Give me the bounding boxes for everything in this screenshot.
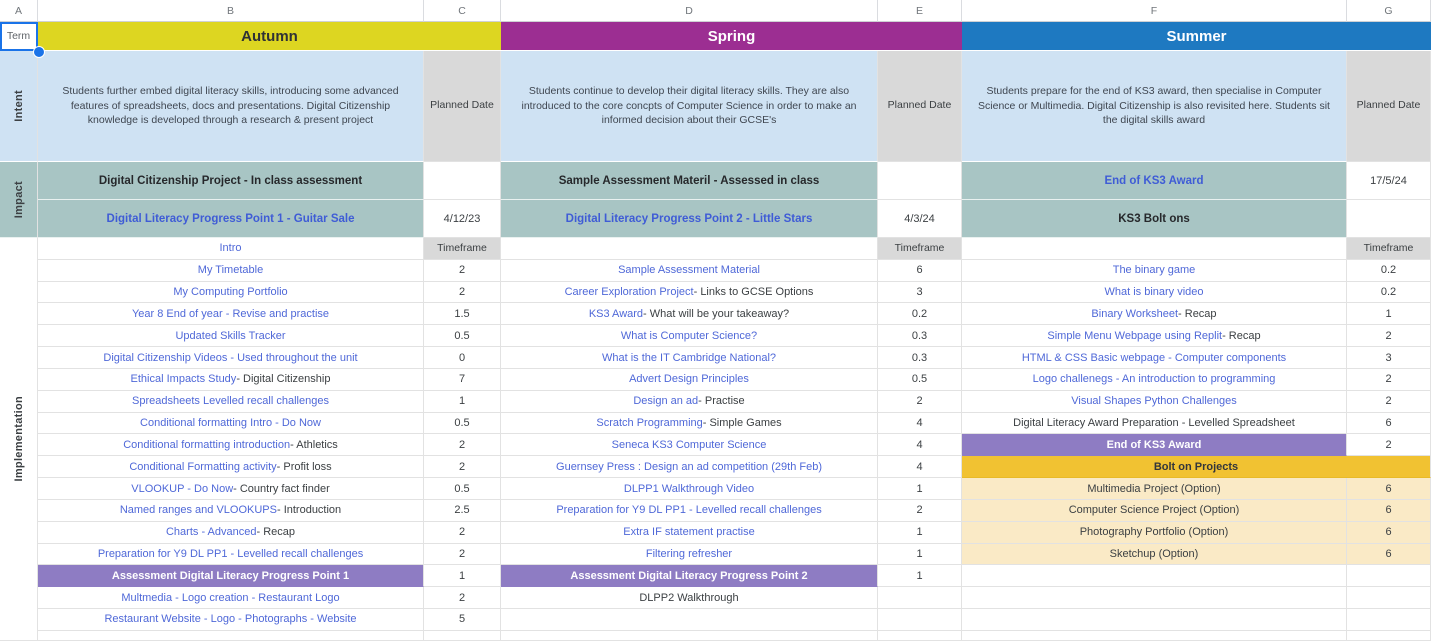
lesson-text-suffix: - Introduction <box>276 504 342 517</box>
lesson-link[interactable]: Conditional formatting Intro - Do Now <box>140 417 321 430</box>
lesson-cell-summer-2[interactable] <box>962 303 1347 325</box>
intro-cell-autumn[interactable] <box>38 238 424 260</box>
lesson-value-autumn-5[interactable]: 7 <box>424 369 501 391</box>
lesson-cell-summer-7[interactable] <box>962 413 1347 435</box>
lesson-value-spring-1[interactable]: 3 <box>878 282 962 304</box>
lesson-link[interactable]: Spreadsheets Levelled recall challenges <box>132 395 329 408</box>
lesson-text: Photography Portfolio (Option) <box>1079 526 1229 539</box>
lesson-cell-autumn-11[interactable] <box>38 500 424 522</box>
lesson-value-autumn-15[interactable]: 2 <box>424 587 501 609</box>
lesson-value-autumn-1[interactable]: 2 <box>424 282 501 304</box>
lesson-cell-summer-14[interactable] <box>962 565 1347 587</box>
lesson-value-spring-9[interactable]: 4 <box>878 456 962 478</box>
lesson-value-summer-16[interactable] <box>1347 609 1431 631</box>
lesson-link[interactable]: Restaurant Website - Logo - Photographs - Website <box>104 613 357 626</box>
impact-cell-spring-0[interactable]: Sample Assessment Materil - Assessed in class <box>501 162 878 200</box>
lesson-cell-autumn-2[interactable] <box>38 303 424 325</box>
lesson-value-autumn-9[interactable]: 2 <box>424 456 501 478</box>
lesson-cell-spring-8[interactable] <box>501 434 878 456</box>
intent-cell-autumn[interactable]: Students further embed digital literacy skills, introducing some advanced features of spreadsheets, docs and presentations. Digital Citizenship knowledge is developed through a research & present project <box>38 51 424 162</box>
lesson-value-spring-15[interactable] <box>878 587 962 609</box>
planned-date-header-autumn[interactable]: Planned Date <box>424 51 501 162</box>
lesson-link[interactable]: What is the IT Cambridge National? <box>601 351 777 364</box>
lesson-cell-summer-10[interactable] <box>962 478 1347 500</box>
lesson-value-autumn-2[interactable]: 1.5 <box>424 303 501 325</box>
lesson-value-summer-6[interactable]: 2 <box>1347 391 1431 413</box>
intent-cell-spring[interactable]: Students continue to develop their digital literacy skills. They are also introduced to the core concpts of Computer Science in order to make an informed decision about their GCSE's <box>501 51 878 162</box>
lesson-value-summer-15[interactable] <box>1347 587 1431 609</box>
planned-date-header-summer[interactable]: Planned Date <box>1347 51 1431 162</box>
impact-date-spring-1[interactable]: 4/3/24 <box>878 200 962 238</box>
lesson-link[interactable]: Guernsey Press : Design an ad competition (29th Feb) <box>556 460 822 473</box>
lesson-value-summer-4[interactable]: 3 <box>1347 347 1431 369</box>
term-banner-summer[interactable]: Summer <box>962 22 1431 51</box>
lesson-cell-spring-13[interactable] <box>501 544 878 566</box>
lesson-cell-spring-0[interactable] <box>501 260 878 282</box>
lesson-link[interactable]: Seneca KS3 Computer Science <box>611 438 767 451</box>
column-header-C[interactable]: C <box>424 0 501 22</box>
impact-date-autumn-1[interactable]: 4/12/23 <box>424 200 501 238</box>
column-header-B[interactable]: B <box>38 0 424 22</box>
lesson-value-spring-2[interactable]: 0.2 <box>878 303 962 325</box>
lesson-cell-autumn-14[interactable] <box>38 565 424 587</box>
lesson-link[interactable]: Simple Menu Webpage using Replit <box>1047 329 1223 342</box>
lesson-cell-summer-1[interactable] <box>962 282 1347 304</box>
lesson-value-autumn-12[interactable]: 2 <box>424 522 501 544</box>
lesson-link[interactable]: VLOOKUP - Do Now <box>131 482 234 495</box>
lesson-cell-spring-10[interactable] <box>501 478 878 500</box>
lesson-cell-autumn-5[interactable] <box>38 369 424 391</box>
lesson-value-summer-14[interactable] <box>1347 565 1431 587</box>
lesson-value-summer-10[interactable]: 6 <box>1347 478 1431 500</box>
lesson-cell-spring-1[interactable] <box>501 282 878 304</box>
lesson-text-suffix: - Profit loss <box>276 460 332 473</box>
lesson-cell-spring-14[interactable] <box>501 565 878 587</box>
empty-cell-autumn-b[interactable] <box>38 631 424 641</box>
lesson-value-spring-6[interactable]: 2 <box>878 391 962 413</box>
lesson-cell-summer-6[interactable] <box>962 391 1347 413</box>
empty-cell-spring-v[interactable] <box>878 631 962 641</box>
lesson-cell-spring-11[interactable] <box>501 500 878 522</box>
lesson-cell-summer-12[interactable] <box>962 522 1347 544</box>
column-header-A[interactable]: A <box>0 0 38 22</box>
selection-fill-handle[interactable] <box>33 46 45 58</box>
lesson-value-autumn-3[interactable]: 0.5 <box>424 325 501 347</box>
lesson-cell-summer-15[interactable] <box>962 587 1347 609</box>
lesson-link[interactable]: Visual Shapes Python Challenges <box>1071 395 1237 408</box>
impact-date-autumn-0[interactable] <box>424 162 501 200</box>
timeframe-header-summer[interactable]: Timeframe <box>1347 238 1431 260</box>
lesson-value-summer-1[interactable]: 0.2 <box>1347 282 1431 304</box>
lesson-text-suffix: - Digital Citizenship <box>236 373 331 386</box>
planned-date-header-spring[interactable]: Planned Date <box>878 51 962 162</box>
impact-cell-spring-1[interactable]: Digital Literacy Progress Point 2 - Little Stars <box>501 200 878 238</box>
lesson-cell-summer-13[interactable] <box>962 544 1347 566</box>
lesson-link[interactable]: Filtering refresher <box>645 548 733 560</box>
lesson-cell-summer-11[interactable] <box>962 500 1347 522</box>
lesson-value-spring-4[interactable]: 0.3 <box>878 347 962 369</box>
lesson-cell-autumn-10[interactable] <box>38 478 424 500</box>
lesson-cell-summer-4[interactable] <box>962 347 1347 369</box>
impact-cell-autumn-0[interactable]: Digital Citizenship Project - In class assessment <box>38 162 424 200</box>
lesson-value-autumn-6[interactable]: 1 <box>424 391 501 413</box>
lesson-link[interactable]: Scratch Programming <box>596 417 703 430</box>
lesson-link[interactable]: HTML & CSS Basic webpage - Computer components <box>1021 351 1287 364</box>
lesson-cell-autumn-6[interactable] <box>38 391 424 413</box>
lesson-text: Assessment Digital Literacy Progress Point 2 <box>570 569 808 582</box>
lesson-value-spring-3[interactable]: 0.3 <box>878 325 962 347</box>
term-banner-autumn[interactable]: Autumn <box>38 22 501 51</box>
column-header-F[interactable]: F <box>962 0 1347 22</box>
impact-date-summer-0[interactable]: 17/5/24 <box>1347 162 1431 200</box>
impact-cell-autumn-1[interactable]: Digital Literacy Progress Point 1 - Guitar Sale <box>38 200 424 238</box>
lesson-cell-spring-16[interactable] <box>501 609 878 631</box>
lesson-link[interactable]: My Timetable <box>197 264 264 277</box>
lesson-value-spring-11[interactable]: 2 <box>878 500 962 522</box>
bolt-header-summer[interactable]: Bolt on Projects <box>962 456 1431 478</box>
lesson-link[interactable]: Charts - Advanced <box>165 526 257 539</box>
lesson-text: Assessment Digital Literacy Progress Point 1 <box>111 569 350 582</box>
lesson-link[interactable]: My Computing Portfolio <box>173 286 288 299</box>
lesson-text: Digital Literacy Award Preparation - Levelled Spreadsheet <box>1013 417 1295 430</box>
intro-cell-spring[interactable] <box>501 238 878 260</box>
lesson-text-suffix: - What will be your takeaway? <box>643 307 790 320</box>
lesson-cell-autumn-15[interactable] <box>38 587 424 609</box>
lesson-value-spring-16[interactable] <box>878 609 962 631</box>
impact-date-spring-0[interactable] <box>878 162 962 200</box>
lesson-link[interactable]: Conditional Formatting activity <box>129 460 277 473</box>
lesson-link[interactable]: Binary Worksheet <box>1091 307 1179 320</box>
empty-cell-summer-b[interactable] <box>962 631 1347 641</box>
lesson-value-summer-11[interactable]: 6 <box>1347 500 1431 522</box>
lesson-value-autumn-8[interactable]: 2 <box>424 434 501 456</box>
lesson-cell-spring-15[interactable] <box>501 587 878 609</box>
empty-cell-spring-b[interactable] <box>501 631 878 641</box>
timeframe-header-spring[interactable]: Timeframe <box>878 238 962 260</box>
lesson-cell-autumn-7[interactable] <box>38 413 424 435</box>
lesson-value-spring-12[interactable]: 1 <box>878 522 962 544</box>
lesson-value-spring-13[interactable]: 1 <box>878 544 962 566</box>
lesson-value-summer-2[interactable]: 1 <box>1347 303 1431 325</box>
lesson-cell-autumn-12[interactable] <box>38 522 424 544</box>
lesson-cell-spring-6[interactable] <box>501 391 878 413</box>
lesson-cell-spring-3[interactable] <box>501 325 878 347</box>
lesson-text: Multimedia Project (Option) <box>1087 482 1221 495</box>
lesson-link[interactable]: Conditional formatting introduction <box>123 438 291 451</box>
lesson-link[interactable]: DLPP1 Walkthrough Video <box>623 482 755 495</box>
lesson-text-suffix: - Links to GCSE Options <box>693 286 814 299</box>
lesson-link[interactable]: Logo challenegs - An introduction to programming <box>1032 373 1276 386</box>
lesson-link[interactable]: Design an ad <box>633 395 699 408</box>
lesson-link[interactable]: Named ranges and VLOOKUPS <box>119 504 277 517</box>
lesson-link[interactable]: Preparation for Y9 DL PP1 - Levelled recall challenges <box>556 504 822 517</box>
lesson-text-suffix: - Country fact finder <box>233 482 330 495</box>
lesson-link[interactable]: Digital Citizenship Videos - Used throughout the unit <box>103 351 358 364</box>
row-label-impact-text: Impact <box>12 180 25 219</box>
lesson-link[interactable]: What is binary video <box>1104 286 1204 299</box>
intro-link: Intro <box>219 242 242 255</box>
lesson-value-summer-7[interactable]: 6 <box>1347 413 1431 435</box>
lesson-text-suffix: - Recap <box>1222 329 1261 342</box>
impact-cell-summer-0[interactable]: End of KS3 Award <box>962 162 1347 200</box>
lesson-text-suffix: - Practise <box>698 395 745 408</box>
lesson-value-summer-13[interactable]: 6 <box>1347 544 1431 566</box>
lesson-value-autumn-16[interactable]: 5 <box>424 609 501 631</box>
lesson-link[interactable]: Updated Skills Tracker <box>175 329 286 342</box>
impact-date-summer-1[interactable] <box>1347 200 1431 238</box>
lesson-text-suffix: - Simple Games <box>702 417 782 430</box>
row-label-implementation-text: Implementation <box>12 396 25 482</box>
row-label-impact[interactable] <box>0 162 38 238</box>
lesson-text: End of KS3 Award <box>1106 438 1202 451</box>
term-banner-spring[interactable]: Spring <box>501 22 962 51</box>
lesson-link[interactable]: Ethical Impacts Study <box>130 373 237 386</box>
lesson-value-summer-3[interactable]: 2 <box>1347 325 1431 347</box>
lesson-value-summer-5[interactable]: 2 <box>1347 369 1431 391</box>
lesson-link[interactable]: Sample Assessment Material <box>618 264 760 277</box>
lesson-value-spring-5[interactable]: 0.5 <box>878 369 962 391</box>
lesson-cell-spring-7[interactable] <box>501 413 878 435</box>
intro-cell-summer[interactable] <box>962 238 1347 260</box>
lesson-cell-autumn-3[interactable] <box>38 325 424 347</box>
column-header-G[interactable]: G <box>1347 0 1431 22</box>
impact-cell-summer-1[interactable]: KS3 Bolt ons <box>962 200 1347 238</box>
lesson-value-spring-10[interactable]: 1 <box>878 478 962 500</box>
lesson-link[interactable]: Career Exploration Project <box>564 286 694 299</box>
lesson-link[interactable]: KS3 Award <box>588 307 644 320</box>
column-header-D[interactable]: D <box>501 0 878 22</box>
row-label-term-cell[interactable]: Term <box>0 22 38 51</box>
row-label-intent-text: Intent <box>12 90 25 122</box>
timeframe-header-autumn[interactable]: Timeframe <box>424 238 501 260</box>
lesson-value-autumn-11[interactable]: 2.5 <box>424 500 501 522</box>
lesson-cell-spring-4[interactable] <box>501 347 878 369</box>
lesson-link[interactable]: What is Computer Science? <box>620 329 758 342</box>
lesson-value-spring-14[interactable]: 1 <box>878 565 962 587</box>
lesson-text: Computer Science Project (Option) <box>1068 504 1240 517</box>
lesson-text-suffix: - Recap <box>256 526 296 539</box>
lesson-cell-summer-5[interactable] <box>962 369 1347 391</box>
lesson-cell-autumn-16[interactable] <box>38 609 424 631</box>
lesson-cell-autumn-4[interactable] <box>38 347 424 369</box>
lesson-value-spring-7[interactable]: 4 <box>878 413 962 435</box>
lesson-cell-spring-2[interactable] <box>501 303 878 325</box>
empty-cell-autumn-v[interactable] <box>424 631 501 641</box>
lesson-cell-summer-8[interactable] <box>962 434 1347 456</box>
lesson-cell-autumn-8[interactable] <box>38 434 424 456</box>
lesson-link[interactable]: Advert Design Principles <box>629 373 749 386</box>
lesson-text-suffix: - Athletics <box>290 438 338 451</box>
lesson-value-autumn-10[interactable]: 0.5 <box>424 478 501 500</box>
lesson-text: Sketchup (Option) <box>1109 548 1199 560</box>
column-header-E[interactable]: E <box>878 0 962 22</box>
lesson-cell-spring-12[interactable] <box>501 522 878 544</box>
lesson-link[interactable]: The binary game <box>1112 264 1196 277</box>
lesson-cell-summer-0[interactable] <box>962 260 1347 282</box>
lesson-cell-spring-5[interactable] <box>501 369 878 391</box>
lesson-value-autumn-7[interactable]: 0.5 <box>424 413 501 435</box>
lesson-link[interactable]: Year 8 End of year - Revise and practise <box>131 307 330 320</box>
lesson-value-autumn-0[interactable]: 2 <box>424 260 501 282</box>
lesson-cell-autumn-1[interactable] <box>38 282 424 304</box>
lesson-link[interactable]: Preparation for Y9 DL PP1 - Levelled recall challenges <box>97 548 364 560</box>
lesson-cell-spring-9[interactable] <box>501 456 878 478</box>
lesson-value-autumn-14[interactable]: 1 <box>424 565 501 587</box>
lesson-cell-summer-3[interactable] <box>962 325 1347 347</box>
lesson-value-spring-8[interactable]: 4 <box>878 434 962 456</box>
lesson-value-summer-8[interactable]: 2 <box>1347 434 1431 456</box>
lesson-cell-autumn-9[interactable] <box>38 456 424 478</box>
lesson-value-autumn-4[interactable]: 0 <box>424 347 501 369</box>
row-label-intent[interactable] <box>0 51 38 162</box>
lesson-link[interactable]: Extra IF statement practise <box>623 526 755 539</box>
lesson-value-autumn-13[interactable]: 2 <box>424 544 501 566</box>
empty-cell-summer-v[interactable] <box>1347 631 1431 641</box>
lesson-value-summer-0[interactable]: 0.2 <box>1347 260 1431 282</box>
lesson-text-suffix: - Recap <box>1178 307 1217 320</box>
lesson-value-summer-12[interactable]: 6 <box>1347 522 1431 544</box>
lesson-cell-summer-16[interactable] <box>962 609 1347 631</box>
intent-cell-summer[interactable]: Students prepare for the end of KS3 award, then specialise in Computer Science or Multimedia. Digital Citizenship is also revisited here. Students sit the digital skills award <box>962 51 1347 162</box>
lesson-cell-autumn-0[interactable] <box>38 260 424 282</box>
lesson-link[interactable]: Multmedia - Logo creation - Restaurant Logo <box>121 591 340 604</box>
row-label-implementation[interactable] <box>0 238 38 641</box>
lesson-value-spring-0[interactable]: 6 <box>878 260 962 282</box>
lesson-cell-autumn-13[interactable] <box>38 544 424 566</box>
lesson-text: DLPP2 Walkthrough <box>639 591 739 604</box>
